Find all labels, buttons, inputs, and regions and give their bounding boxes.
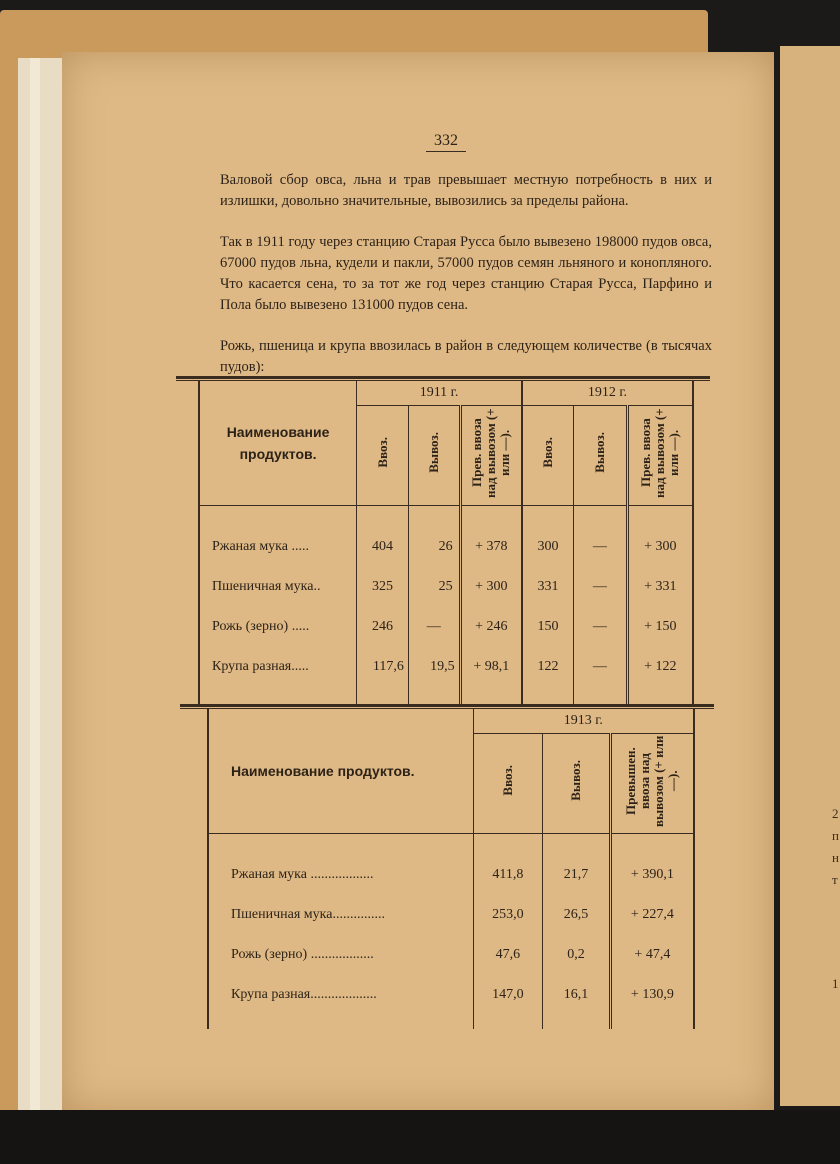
cell: + 47,4 xyxy=(610,935,694,975)
row-name: Пшеничная мука.. xyxy=(199,567,357,607)
background-shadow xyxy=(0,1110,840,1164)
table1-col-export-1912: Вывоз. xyxy=(591,432,607,473)
cell: 21,7 xyxy=(543,855,611,895)
table1-year-1912: 1912 г. xyxy=(522,381,693,405)
row-name: Крупа разная..... xyxy=(199,647,357,687)
table-row xyxy=(208,935,694,975)
cell: — xyxy=(574,607,628,647)
paragraph-2-text: Так в 1911 году через станцию Старая Русса было вывезено 198000 пудов овса, 67000 пудов льна, кудели и пакли, 57000 пудов семян льняного и конопляного. Что касается сена, то за тот же год через станцию Старая Русса, Парфино и Пола было вывезено 131000 пудов сена. xyxy=(220,234,712,313)
paragraph-2 xyxy=(172,232,712,316)
table2-name-header: Наименование продуктов. xyxy=(208,709,473,833)
table1-col-excess-1911: Прев. ввоза над вывозом (+ или —). xyxy=(469,407,513,498)
cell: + 227,4 xyxy=(610,895,694,935)
cell: 122 xyxy=(522,647,574,687)
table-row xyxy=(199,647,693,687)
cell: + 300 xyxy=(460,567,522,607)
table-1913 xyxy=(207,709,695,1029)
table2-col-excess: Превышен. ввоза над вывозом (+ или —). xyxy=(623,734,681,827)
table1-col-import-1911: Ввоз. xyxy=(374,437,390,468)
cell: 26 xyxy=(408,527,460,567)
table2-col-import: Ввоз. xyxy=(499,765,515,796)
cell: 150 xyxy=(522,607,574,647)
cell: + 246 xyxy=(460,607,522,647)
row-name: Рожь (зерно) .................. xyxy=(208,935,473,975)
cell: + 150 xyxy=(627,607,693,647)
cell: + 130,9 xyxy=(610,975,694,1015)
cell: 246 xyxy=(357,607,409,647)
table1-col-import-1912: Ввоз. xyxy=(540,437,556,468)
row-name: Рожь (зерно) ..... xyxy=(199,607,357,647)
cell: 404 xyxy=(357,527,409,567)
facing-page-fragment: н xyxy=(832,850,839,865)
cell: + 300 xyxy=(627,527,693,567)
page-number: 332 xyxy=(426,132,466,152)
table1-year-1911: 1911 г. xyxy=(357,381,522,405)
cell: 117,6 xyxy=(357,647,409,687)
facing-page-fragment: т xyxy=(832,872,838,887)
cell: 331 xyxy=(522,567,574,607)
row-name: Ржаная мука .................. xyxy=(208,855,473,895)
cell: 0,2 xyxy=(543,935,611,975)
row-name: Пшеничная мука............... xyxy=(208,895,473,935)
cell: + 331 xyxy=(627,567,693,607)
cell: + 98,1 xyxy=(460,647,522,687)
table2-top-rule xyxy=(180,704,714,707)
facing-page xyxy=(780,46,840,1106)
cell: + 390,1 xyxy=(610,855,694,895)
cell: — xyxy=(408,607,460,647)
table-row xyxy=(199,527,693,567)
cell: 47,6 xyxy=(473,935,543,975)
page-edge-highlight xyxy=(30,58,40,1120)
paragraph-3-text: Рожь, пшеница и крупа ввозилась в район в следующем количестве (в тысячах пудов): xyxy=(220,338,712,375)
table1-col-excess-1912: Прев. ввоза над вывозом (+ или —). xyxy=(638,407,682,498)
cell: + 122 xyxy=(627,647,693,687)
cell: 19,5 xyxy=(408,647,460,687)
page-edge xyxy=(18,58,66,1120)
facing-page-fragment: 2 xyxy=(832,806,839,821)
cell: 325 xyxy=(357,567,409,607)
cell: 253,0 xyxy=(473,895,543,935)
cell: — xyxy=(574,527,628,567)
paragraph-3 xyxy=(172,336,712,378)
row-name: Ржаная мука ..... xyxy=(199,527,357,567)
cell: 16,1 xyxy=(543,975,611,1015)
table-row xyxy=(199,567,693,607)
facing-page-fragment: п xyxy=(832,828,839,843)
cell: 26,5 xyxy=(543,895,611,935)
table1-top-rule xyxy=(176,376,710,379)
paragraph-1 xyxy=(172,170,712,212)
table-row xyxy=(208,895,694,935)
table-row xyxy=(208,855,694,895)
table-row xyxy=(208,975,694,1015)
table1-col-export-1911: Вывоз. xyxy=(425,432,441,473)
cell: 411,8 xyxy=(473,855,543,895)
table-1911-1912 xyxy=(198,381,694,705)
row-name: Крупа разная................... xyxy=(208,975,473,1015)
cell: 300 xyxy=(522,527,574,567)
paragraph-1-text: Валовой сбор овса, льна и трав превышает местную потребность в них и излишки, довольно значительные, вывозились за пределы района. xyxy=(220,172,712,209)
table1-name-header: Наименование продуктов. xyxy=(199,381,357,505)
cell: 25 xyxy=(408,567,460,607)
table2-year-1913: 1913 г. xyxy=(473,709,694,733)
cell: 147,0 xyxy=(473,975,543,1015)
cell: + 378 xyxy=(460,527,522,567)
cell: — xyxy=(574,567,628,607)
facing-page-fragment: 1 xyxy=(832,976,839,991)
table-row xyxy=(199,607,693,647)
cell: — xyxy=(574,647,628,687)
table2-col-export: Вывоз. xyxy=(567,760,583,801)
